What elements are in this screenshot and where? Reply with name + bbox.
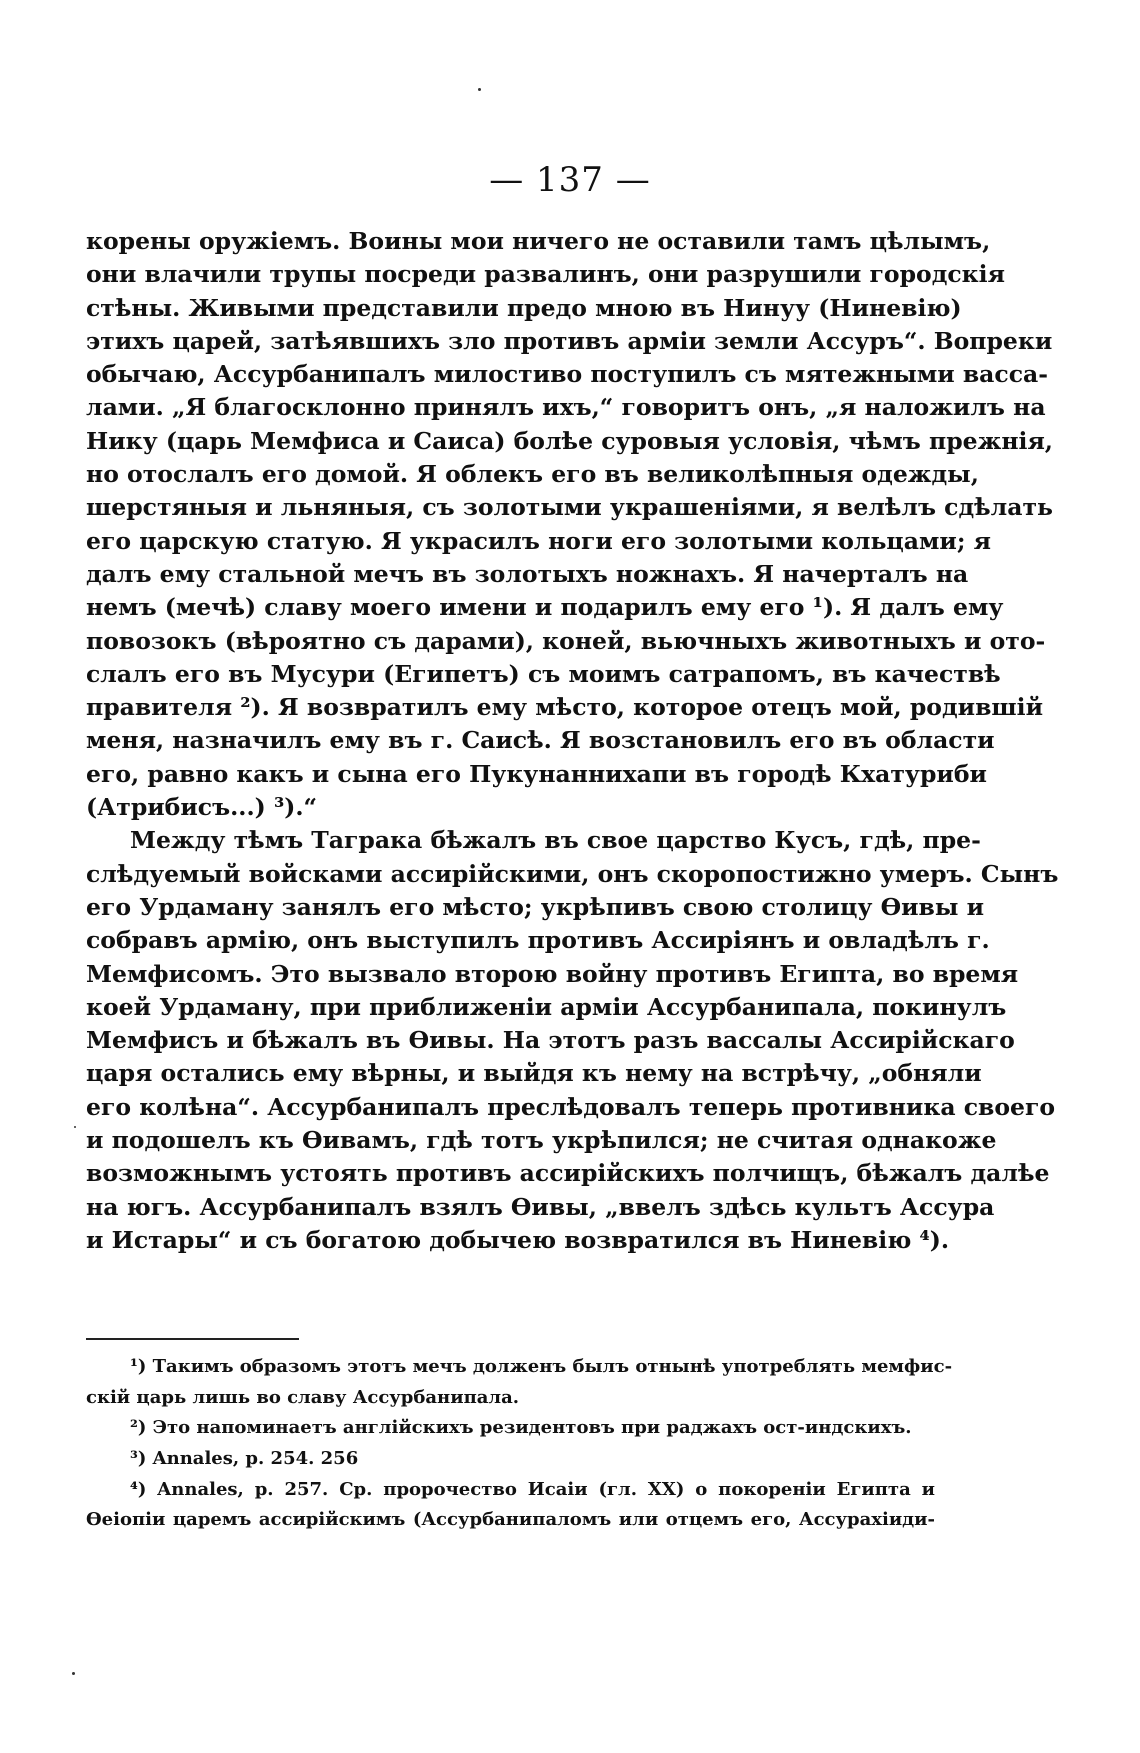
footnote-line: ²) Это напоминаетъ англійскихъ резидентовъ при раджахъ ост-индскихъ. xyxy=(130,1417,912,1439)
body-line: они влачили трупы посреди развалинъ, они разрушили городскія xyxy=(86,260,1005,289)
footnote-line: скій царь лишь во славу Ассурбанипала. xyxy=(86,1386,520,1408)
body-line: стѣны. Живыми представили предо мною въ Нинуу (Ниневію) xyxy=(86,293,962,322)
body-line: (Атрибисъ...) ³).“ xyxy=(86,793,318,822)
body-line: собравъ армію, онъ выступилъ противъ Ассиріянъ и овладѣлъ г. xyxy=(86,926,990,955)
body-line: шерстяныя и льняныя, съ золотыми украшеніями, я велѣлъ сдѣлать xyxy=(86,493,1053,522)
body-line: Мемфисъ и бѣжалъ въ Ѳивы. На этотъ разъ вассалы Ассирійскаго xyxy=(86,1026,1015,1055)
body-line: коей Урдаману, при приближеніи арміи Ассурбанипала, покинулъ xyxy=(86,992,1007,1021)
body-line: но отослалъ его домой. Я облекъ его въ великолѣпныя одежды, xyxy=(86,460,979,489)
footnote-divider xyxy=(86,1338,299,1340)
body-line: корены оружіемъ. Воины мои ничего не оставили тамъ цѣлымъ, xyxy=(86,227,991,255)
body-line: слалъ его въ Мусури (Египетъ) съ моимъ сатрапомъ, въ качествѣ xyxy=(86,659,1001,688)
body-line: меня, назначилъ ему въ г. Саисѣ. Я возстановилъ его въ области xyxy=(86,726,995,755)
body-line: слѣдуемый войсками ассирійскими, онъ скоропостижно умеръ. Сынъ xyxy=(86,859,1059,888)
footnote-line: Ѳеіопіи царемъ ассирійскимъ (Ассурбанипаломъ или отцемъ его, Ассурахіиди- xyxy=(86,1509,935,1531)
body-line: правителя ²). Я возвратилъ ему мѣсто, которое отецъ мой, родившій xyxy=(86,693,1044,722)
scan-speck xyxy=(72,1672,75,1675)
scan-speck xyxy=(74,1126,76,1128)
body-line: царя остались ему вѣрны, и выйдя къ нему на встрѣчу, „обняли xyxy=(86,1059,982,1088)
body-line: Мемфисомъ. Это вызвало второю войну противъ Египта, во время xyxy=(86,959,1019,988)
footnote-line: ¹) Такимъ образомъ этотъ мечъ долженъ былъ отнынѣ употреблять мемфис- xyxy=(130,1356,953,1377)
body-line: его царскую статую. Я украсилъ ноги его золотыми кольцами; я xyxy=(86,526,992,555)
body-line: этихъ царей, затѣявшихъ зло противъ арміи земли Ассуръ“. Вопреки xyxy=(86,326,1053,355)
body-line: и подошелъ къ Ѳивамъ, гдѣ тотъ укрѣпился; не считая однакоже xyxy=(86,1126,997,1155)
body-line: его, равно какъ и сына его Пукунаннихапи въ городѣ Кхатуриби xyxy=(86,759,987,788)
body-line: на югъ. Ассурбанипалъ взялъ Ѳивы, „ввелъ здѣсь культъ Ассура xyxy=(86,1192,995,1221)
body-line: возможнымъ устоять противъ ассирійскихъ полчищъ, бѣжалъ далѣе xyxy=(86,1159,1050,1188)
paragraph-start-line: Между тѣмъ Таграка бѣжалъ въ свое царство Кусъ, гдѣ, пре- xyxy=(130,826,981,855)
body-line: его Урдаману занялъ его мѣсто; укрѣпивъ свою столицу Ѳивы и xyxy=(86,892,985,921)
scan-speck xyxy=(478,88,481,91)
page-number: — 137 — xyxy=(489,160,651,200)
body-line: далъ ему стальной мечъ въ золотыхъ ножнахъ. Я начерталъ на xyxy=(86,559,969,588)
footnotes xyxy=(86,1352,953,1536)
body-line: обычаю, Ассурбанипалъ милостиво поступилъ съ мятежными васса- xyxy=(86,360,1048,389)
body-line: Нику (царь Мемфиса и Саиса) болѣе суровыя условія, чѣмъ прежнія, xyxy=(86,426,1053,455)
body-line: повозокъ (вѣроятно съ дарами), коней, вьючныхъ животныхъ и ото- xyxy=(86,626,1046,655)
body-line: лами. „Я благосклонно принялъ ихъ,“ говоритъ онъ, „я наложилъ на xyxy=(86,393,1046,422)
footnote-line: ³) Annales, p. 254. 256 xyxy=(130,1448,359,1470)
footnote-line: ⁴) Annales, p. 257. Ср. пророчество Исаіи (гл. XX) о покореніи Египта и xyxy=(130,1478,935,1500)
body-text xyxy=(86,225,1059,1257)
body-line: немъ (мечѣ) славу моего имени и подарилъ ему его ¹). Я далъ ему xyxy=(86,593,1004,622)
body-line: его колѣна“. Ассурбанипалъ преслѣдовалъ теперь противника своего xyxy=(86,1092,1056,1121)
body-line: и Истары“ и съ богатою добычею возвратился въ Ниневію ⁴). xyxy=(86,1225,950,1254)
